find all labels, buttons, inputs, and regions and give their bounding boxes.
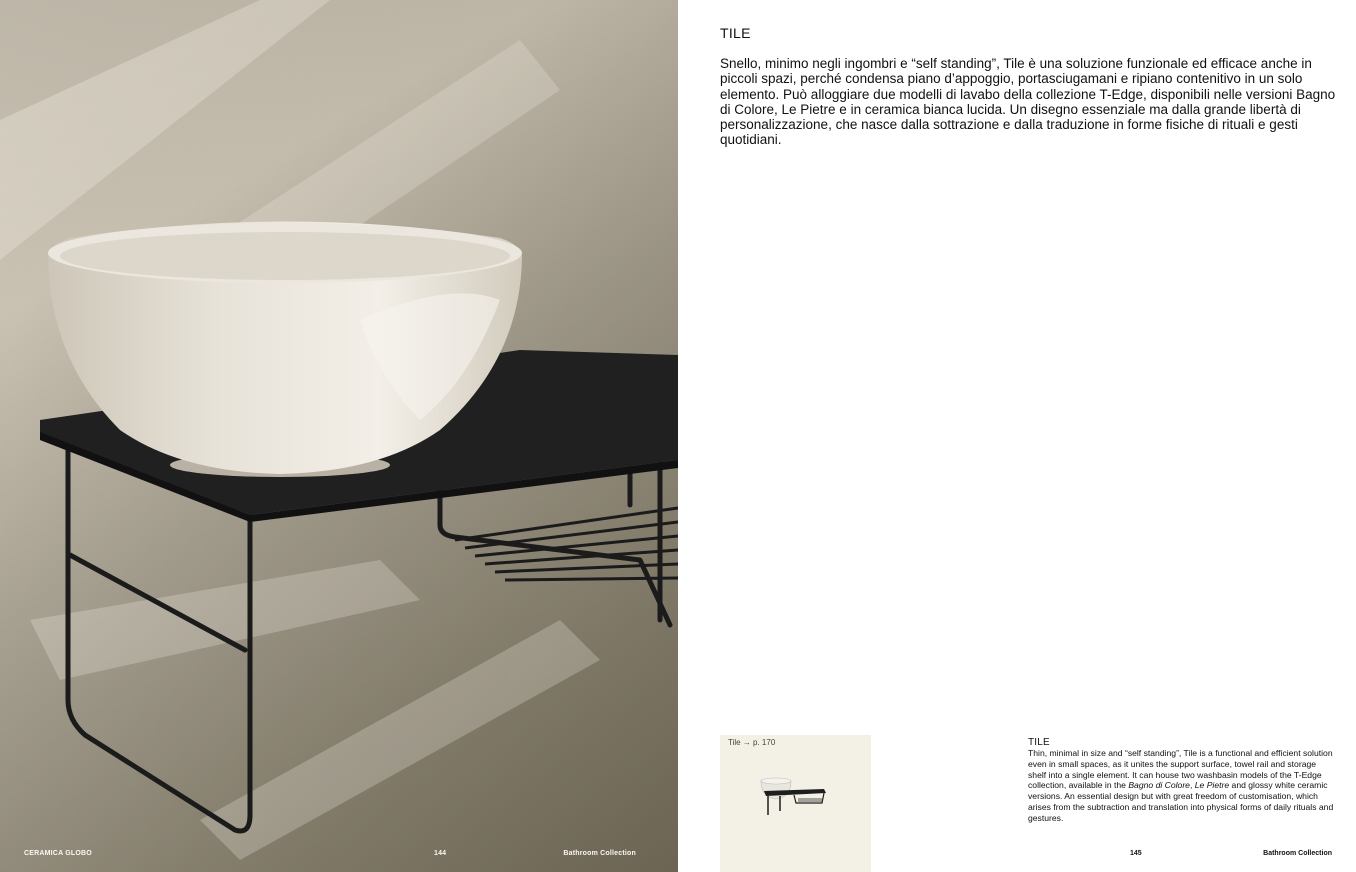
english-title: TILE bbox=[1028, 737, 1050, 748]
english-text-part: and glossy white ceramic versions. An essential design but with great freedom of customisation, which arises from the subtraction and translation into physical forms of daily rituals and gestures. bbox=[1028, 780, 1334, 823]
product-thumbnail bbox=[720, 735, 871, 872]
product-title: TILE bbox=[720, 25, 751, 41]
english-italic-part: Le Pietre bbox=[1194, 780, 1230, 791]
section-name-right: Bathroom Collection bbox=[1263, 850, 1332, 857]
thumbnail-caption: Tile → p. 170 bbox=[728, 738, 776, 747]
thumbnail-image bbox=[756, 771, 836, 821]
page-number-right: 145 bbox=[1130, 850, 1142, 857]
english-paragraph bbox=[1028, 748, 1336, 824]
page-number-left: 144 bbox=[434, 850, 447, 857]
right-page bbox=[678, 0, 1356, 872]
english-description bbox=[1028, 737, 1336, 824]
intro-paragraph-italian: Snello, minimo negli ingombri e “self standing”, Tile è una soluzione funzionale ed efficace anche in piccoli spazi, perché condensa piano d’appoggio, portasciugamani e ripiano contenitivo in un solo elemento. Può alloggiare due modelli di lavabo della collezione T-Edge, disponibili nelle versioni Bagno di Colore, Le Pietre e in ceramica bianca lucida. Un disegno essenziale ma dalla grande libertà di personalizzazione, che nasce dalla sottrazione e dalla traduzione in forme fisiche di rituali e gesti quotidiani. bbox=[720, 56, 1336, 148]
brand-name: CERAMICA GLOBO bbox=[24, 850, 92, 857]
english-italic-part: Bagno di Colore bbox=[1128, 780, 1190, 791]
section-name-left: Bathroom Collection bbox=[563, 850, 636, 857]
english-text-part: , bbox=[1189, 780, 1195, 791]
english-text-part: Thin, minimal in size and “self standing”, Tile is a functional and efficient solution even in small spaces, as it unites the support surface, towel rail and storage shelf into a single element. It can house two washbasin models of the T-Edge collection, available in the bbox=[1028, 748, 1333, 791]
